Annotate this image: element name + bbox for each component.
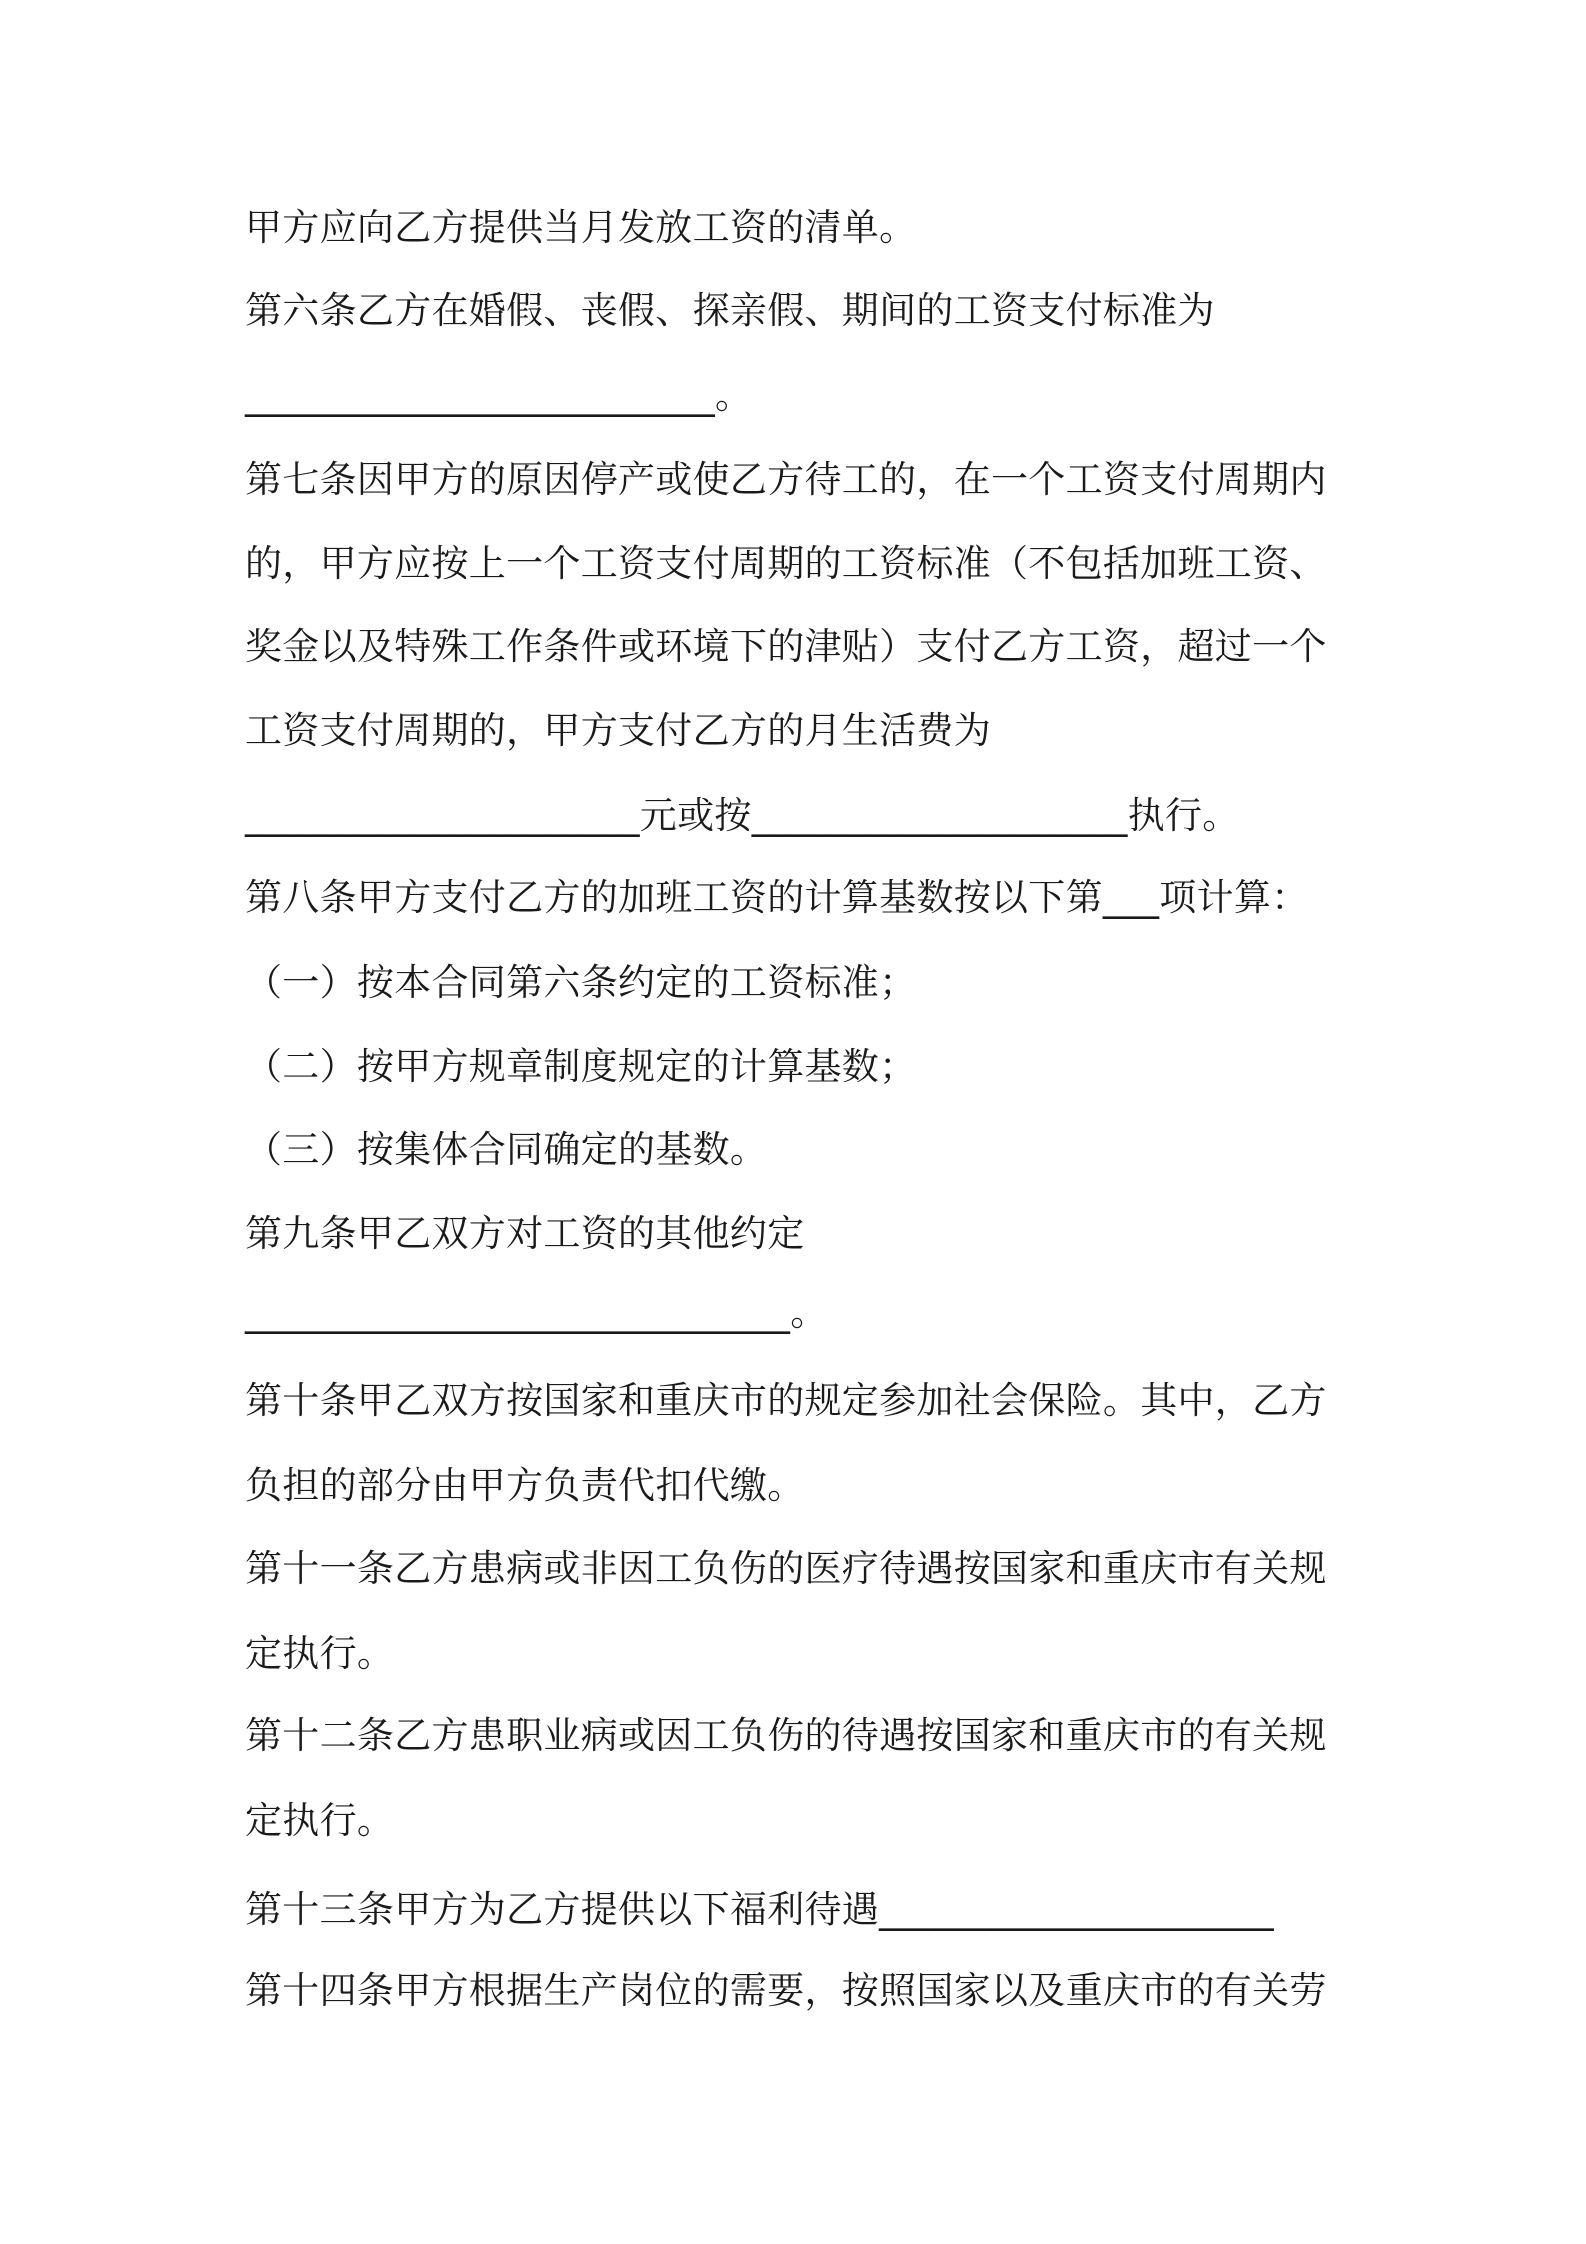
article-14-line: 第十四条甲方根据生产岗位的需要，按照国家以及重庆市的有关劳 — [245, 1969, 1327, 2012]
blank-fill-line: _____________________________。 — [245, 1291, 828, 1334]
list-item: （二）按甲方规章制度规定的计算基数； — [245, 1045, 917, 1088]
article-7-line: 第七条因甲方的原因停产或使乙方待工的，在一个工资支付周期内 — [245, 458, 1327, 501]
paragraph-line: 负担的部分由甲方负责代扣代缴。 — [245, 1464, 805, 1507]
article-9-line: 第九条甲乙双方对工资的其他约定 — [245, 1212, 805, 1255]
article-11-line: 第十一条乙方患病或非因工负伤的医疗待遇按国家和重庆市有关规 — [245, 1547, 1327, 1590]
paragraph-line: 甲方应向乙方提供当月发放工资的清单。 — [245, 206, 917, 249]
article-13-line: 第十三条甲方为乙方提供以下福利待遇_____________________ — [245, 1888, 1274, 1931]
article-6-line: 第六条乙方在婚假、丧假、探亲假、期间的工资支付标准为 — [245, 289, 1215, 332]
paragraph-line: 工资支付周期的，甲方支付乙方的月生活费为 — [245, 709, 991, 752]
blank-fill-line: _____________________元或按____________________执行。 — [245, 794, 1240, 837]
paragraph-line: 定执行。 — [245, 1632, 395, 1675]
article-10-line: 第十条甲乙双方按国家和重庆市的规定参加社会保险。其中，乙方 — [245, 1379, 1327, 1422]
article-12-line: 第十二条乙方患职业病或因工负伤的待遇按国家和重庆市的有关规 — [245, 1714, 1327, 1757]
list-item: （一）按本合同第六条约定的工资标准； — [245, 961, 917, 1004]
list-item: （三）按集体合同确定的基数。 — [245, 1128, 768, 1171]
paragraph-line: 定执行。 — [245, 1799, 395, 1842]
blank-fill-line: _________________________。 — [245, 374, 753, 417]
paragraph-line: 的，甲方应按上一个工资支付周期的工资标准（不包括加班工资、 — [245, 542, 1327, 585]
article-8-line: 第八条甲方支付乙方的加班工资的计算基数按以下第___项计算： — [245, 876, 1309, 919]
paragraph-line: 奖金以及特殊工作条件或环境下的津贴）支付乙方工资，超过一个 — [245, 625, 1327, 668]
